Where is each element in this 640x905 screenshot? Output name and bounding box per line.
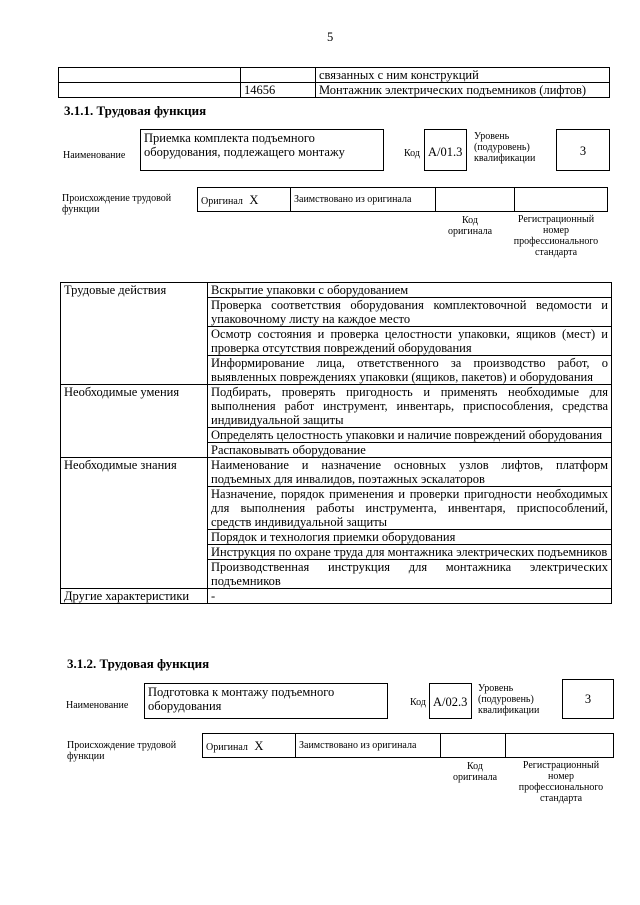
action-item: Информирование лица, ответственного за производство работ, о выявленных повреждениях упаковки (ящиков, пакетов) и оборудования xyxy=(208,356,612,385)
skill-item: Распаковывать оборудование xyxy=(208,443,612,458)
knowledge-item: Назначение, порядок применения и проверки пригодности необходимых для выполнения работы инструмента, инвентаря, приспособлений, средств индивидуальной защиты xyxy=(208,487,612,530)
s2-reg-number-label: Регистрационный номер профессионального стандарта xyxy=(518,760,604,804)
knowledge-label: Необходимые знания xyxy=(61,458,208,487)
s2-level-label: Уровень (подуровень) квалификации xyxy=(478,683,540,716)
top-row1-text: связанных с ним конструкций xyxy=(316,68,610,83)
s1-name-value: Приемка комплекта подъемного оборудования, подлежащего монтажу xyxy=(140,129,384,171)
s1-origin-label: Происхождение трудовой функции xyxy=(62,193,172,215)
top-row2-code: 14656 xyxy=(241,83,316,98)
skills-label: Необходимые умения xyxy=(61,385,208,428)
knowledge-item: Наименование и назначение основных узлов лифтов, платформ подъемных для инвалидов, поэтажных эскалаторов xyxy=(208,458,612,487)
s1-original-label: Оригинал xyxy=(201,195,243,207)
s2-level-value: 3 xyxy=(562,679,614,719)
skill-item: Определять целостность упаковки и наличие повреждений оборудования xyxy=(208,428,612,443)
action-item: Осмотр состояния и проверка целостности упаковки, ящиков (мест) и проверка отсутствия повреждений оборудования xyxy=(208,327,612,356)
s1-reg-number-label: Регистрационный номер профессионального стандарта xyxy=(513,214,599,258)
top-row2-text: Монтажник электрических подъемников (лифтов) xyxy=(316,83,610,98)
page-number: 5 xyxy=(327,30,334,44)
s2-original-mark: X xyxy=(254,738,264,753)
s2-borrowed-label: Заимствовано из оригинала xyxy=(296,734,441,758)
s2-name-value: Подготовка к монтажу подъемного оборудования xyxy=(144,683,388,719)
s1-level-value: 3 xyxy=(556,129,610,171)
s1-code-original-label: Код оригинала xyxy=(447,215,493,237)
s2-original-label: Оригинал xyxy=(206,741,248,753)
knowledge-item: Инструкция по охране труда для монтажника электрических подъемников xyxy=(208,545,612,560)
knowledge-item: Производственная инструкция для монтажника электрических подъемников xyxy=(208,560,612,589)
other-label: Другие характеристики xyxy=(61,589,208,604)
action-item: Вскрытие упаковки с оборудованием xyxy=(208,283,612,298)
s2-origin-label: Происхождение трудовой функции xyxy=(67,740,177,762)
s1-code-value: A/01.3 xyxy=(424,129,467,171)
s1-borrowed-label: Заимствовано из оригинала xyxy=(291,188,436,212)
s2-name-label: Наименование xyxy=(66,700,129,711)
s1-origin-table xyxy=(197,187,608,212)
section1-heading: 3.1.1. Трудовая функция xyxy=(64,103,207,118)
action-item: Проверка соответствия оборудования комплектовочной ведомости и упаковочному листу на каждое место xyxy=(208,298,612,327)
knowledge-item: Порядок и технология приемки оборудования xyxy=(208,530,612,545)
actions-label: Трудовые действия xyxy=(61,283,208,298)
skill-item: Подбирать, проверять пригодность и применять необходимые для выполнения работ инструмент, инвентарь, приспособления, средства индивидуальной защиты xyxy=(208,385,612,428)
s1-original-mark: X xyxy=(249,192,259,207)
other-value: - xyxy=(208,589,612,604)
section2-heading: 3.1.2. Трудовая функция xyxy=(67,656,210,671)
s2-code-original-label: Код оригинала xyxy=(452,761,498,783)
s1-code-label: Код xyxy=(404,148,420,159)
top-table xyxy=(58,67,610,98)
s1-level-label: Уровень (подуровень) квалификации xyxy=(474,131,536,164)
s2-code-label: Код xyxy=(410,697,426,708)
s2-origin-table xyxy=(202,733,614,758)
s2-code-value: A/02.3 xyxy=(429,683,472,719)
function-details-table xyxy=(60,282,612,604)
s1-name-label: Наименование xyxy=(63,150,126,161)
